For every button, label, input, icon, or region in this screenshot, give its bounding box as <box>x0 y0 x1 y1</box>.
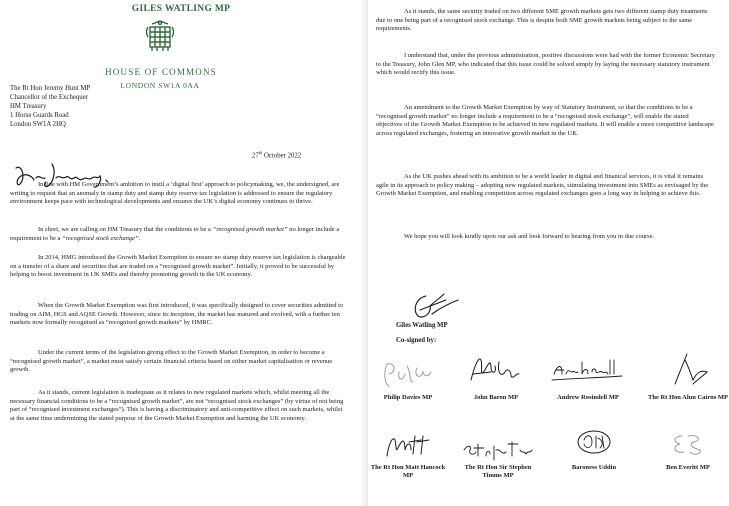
cosigner-name: John Baron MP <box>473 394 519 401</box>
cosigner-block <box>552 426 636 472</box>
john-baron-signature <box>461 350 531 392</box>
letterhead-address: LONDON SW1A 0AA <box>120 81 200 90</box>
address-line: The Rt Hon Jeremy Hunt MP <box>10 85 91 92</box>
letter-paragraph: I understand that, under the previous administration, positive discussions were had with the former Economic Secretary to the Treasury, John Glen MP, who indicated that this issue could be solved simply by laying the necessary statutory instrument which would rectify this issue. <box>376 52 716 77</box>
address-line: London SW1A 2HQ <box>10 121 66 129</box>
recipient-address <box>10 84 90 129</box>
address-line: HM Treasury <box>10 103 47 111</box>
letter-paragraph: An amendment to the Growth Market Exemption by way of Statutory Instrument, so that the conditions to be a “recognised growth market” no longer include a requirement to be a “recognised stock exchange”, will enable the stated objectives of the Growth Market Exemption to be achieved in new regulated markets. It will enable a more competitive landscape across regulated exchanges, fostering an innovative growth market in the UK. <box>376 104 714 137</box>
letter-paragraph: In 2014, HMG introduced the Growth Market Exemption to ensure no stamp duty reserve tax legislation is chargeable on a transfer of a share and securities that are traded on a “recognised growth market”. Initially, it proved to be successful by helping to boost investment in UK SMEs and thereby promoting growth in the UK economy. <box>10 254 346 279</box>
letter-paragraph: As it stands, the same security traded on two different SME growth markets gets two different stamp duty treatments due to one being part of a recognised stock exchange. This is despite both SME growth markets being subject to the same requirements. <box>376 8 708 33</box>
letter-paragraph: When the Growth Market Exemption was first introduced, it was specifically designed to cover securities admitted to trading on AIM, HGS and AQSE Growth. However, since its inception, the market has matured and evolved, with a further ten markets now formally recognised as “recognised growth markets” by HMRC. <box>10 302 344 327</box>
cosigner-block <box>646 350 729 402</box>
cosigner-block <box>546 352 630 402</box>
letter-date: 27th October 2022 <box>252 150 302 160</box>
cosigner-name: Ben Everitt MP <box>666 464 710 471</box>
letter-page-1 <box>0 0 363 506</box>
baroness-uddin-signature <box>564 426 624 462</box>
cosigner-block <box>454 350 538 402</box>
ben-everitt-signature <box>658 428 718 462</box>
cosigner-name: The Rt Hon Matt Hancock MP <box>370 464 446 479</box>
cosigner-name: Baroness Uddin <box>571 464 617 471</box>
matt-hancock-signature <box>373 428 443 462</box>
house-of-commons-heading: HOUSE OF COMMONS <box>105 67 217 77</box>
address-line: 1 Horse Guards Road <box>10 112 69 120</box>
letter-paragraph: Under the current terms of the legislation giving effect to the Growth Market Exemption, in order to become a “recognised growth market”, a market must satisfy certain financial criteria based on either market capitalisation or revenue growth. <box>10 349 333 374</box>
letter-paragraph-short: In short, we are calling on HM Treasury that the conditions to be a “recognised growth market” no longer include a requirement to be a “recognised stock exchange”. <box>10 226 340 242</box>
letter-paragraph: As the UK pushes ahead with its ambition to be a world leader in digital and finanical services, it is vital it remains agile in its approach to policy making – adopting new regulated markets, stimulating investment into SMEs as envisaged by the Growth Market Exemption, and enabling competition across regulated exchanges goes a long way in helping to achieve this. <box>376 173 709 198</box>
stephen-timms-signature <box>456 432 540 462</box>
philip-davies-signature <box>373 352 443 392</box>
letter-page-2 <box>367 0 729 506</box>
cosigner-name: The Rt Hon Alun Cairns MP <box>648 394 728 401</box>
alun-cairns-signature <box>653 350 723 392</box>
cosigner-block <box>456 432 540 480</box>
signatory-name: Giles Watling MP <box>396 322 448 329</box>
cosigner-name: The Rt Hon Sir Stephen Timms MP <box>464 464 532 479</box>
address-line: Chancellor of the Exchequer <box>10 94 88 102</box>
giles-watling-signature <box>406 290 464 322</box>
cosigner-name: Philip Davies MP <box>383 394 433 401</box>
letter-paragraph: We hope you will look kindly upon our ask and look forward to hearing from you in due course. <box>404 233 655 240</box>
portcullis-crest-icon <box>146 20 174 54</box>
cosigner-block <box>367 352 450 402</box>
cosigner-block <box>367 428 450 480</box>
cosigner-name: Andrew Rosindell MP <box>557 394 619 401</box>
letterhead-mp-name: GILES WATLING MP <box>131 4 231 14</box>
cosigned-label: Co-signed by: <box>396 337 437 344</box>
cosigner-block <box>646 428 729 472</box>
andrew-rosindell-signature <box>548 352 628 392</box>
letter-paragraph: As it stands, current legislation is inadequate as it relates to new regulated markets which, whilst meeting all the necessary financial conditions to be a “recognised growth market”, are not “recognised stock exchanges” (by virtue of not being part of “recognised investment exchanges”). This is having a discriminatory and anti-competitive effect on such markets, whilst at the same time undermining the stated purpose of the Growth Market Exemption and harming the UK economy. <box>10 389 344 422</box>
letter-paragraph: In line with HM Government’s ambition to instil a ‘digital first’ approach to policymaking, we, the undersigned, are writing to request that an anomaly in stamp duty and stamp duty reserve tax legislation is addressed to ensure the regulatory environment keeps pace with technological developments and ensures the UK’s digital economy continues to thrive. <box>10 181 340 206</box>
